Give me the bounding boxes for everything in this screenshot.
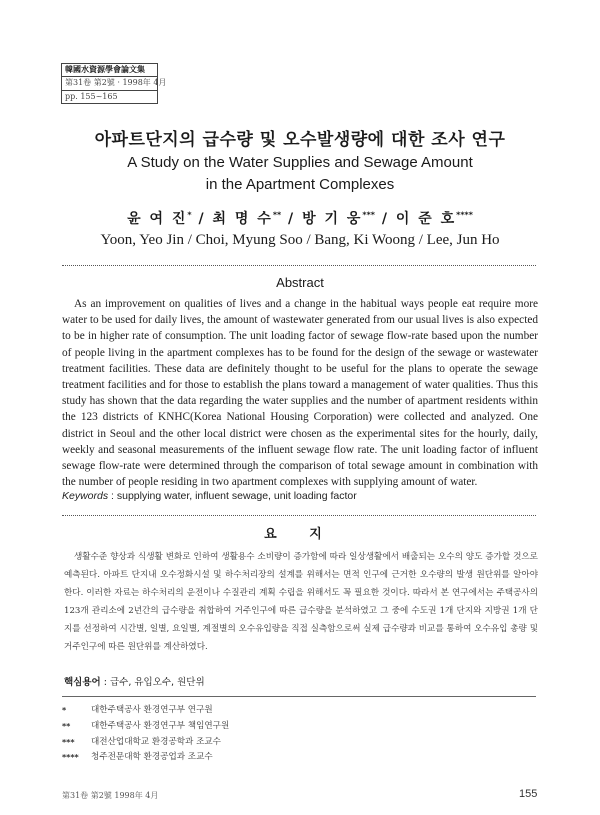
author-ko-4: 이 준 호 [395,211,457,227]
korean-keywords-label: 핵심용어 [64,677,101,688]
keywords-list: : supplying water, influent sewage, unit loading factor [108,490,357,502]
affiliation-item [62,750,536,766]
journal-pages: pp. 155~165 [65,91,118,101]
author-mark-4: **** [456,210,473,220]
author-separator: / [191,211,213,227]
affiliation-item [62,719,536,735]
divider-middle [62,515,536,516]
author-mark-2: ** [272,210,282,220]
title-english-line2: in the Apartment Complexes [205,176,395,193]
abstract-heading: Abstract [276,275,324,290]
author-mark-3: *** [362,210,375,220]
author-ko-2: 최 명 수 [212,211,273,227]
page-number: 155 [519,788,538,800]
journal-info-box [61,63,167,104]
affiliation-text: 대전산업대학교 환경공학과 조교수 [91,736,221,747]
journal-name: 韓國水資源學會論文集 [62,64,157,77]
affiliation-rule [62,696,536,697]
affiliation-text: 대한주택공사 환경연구부 연구원 [91,705,213,715]
footer-journal-issue: 第31卷 第2號 1998年 4月 [62,791,159,800]
korean-summary-heading: 요 지 [264,527,336,542]
author-ko-3: 방 기 웅 [302,211,363,227]
abstract-text: As an improvement on qualities of lives and a change in the habitual ways people eat require more water to be used for daily lives, the amount of wastewater generated from our usual lives is also expected to be in higher rate of consumption. The unit loading factor of sewage flow-rate based upon the number of people living in the apartment complexes has to be found for the design of the sewage or wastewater treatment facilities. These data are definitely thought to be useful for the plans to operate the sewage treatment facilities and for those to establish the plans toward a management of water qualities. Thus this study has shown that the data regarding the water supplies and the number of apartment residents within the 123 districts of KNHC(Korea National Housing Corporation) were collected and analyzed. One district in Seoul and the other local district were chosen as the experimental sites for the hourly, daily, weekly and seasonal measurements of the influent sewage flow rate. The unit loading factor of influent sewage flow-rate were determined through the comparison of total sewage amount in combination with the number of people residing in two apartment complexes with supplying amount of water. [62,298,538,489]
keywords-line [62,490,538,502]
authors-korean [0,208,600,228]
affiliation-mark: *** [62,737,75,747]
korean-summary-text: 생활수준 향상과 식생활 변화로 인하여 생활용수 소비량이 증가함에 따라 일상생활에서 배출되는 오수의 양도 증가할 것으로 예측된다. 아파트 단지내 오수정화시설 및 하수처리장의 설계를 위해서는 면적 인구에 근거한 오수량의 발생 원단위를 알아야 한다. 이러한 자료는 하수처리의 운전이나 수질관리 계획 수립을 위해서도 꼭 필요한 것이다. 따라서 본 연구에서는 주택공사의 123개 관리소에 2년간의 급수량을 취합하여 거주인구에 따른 급수량을 분석하였고 그 중에 수도권 1개 단지와 지방권 1개 단지를 선정하여 시간별, 일별, 요일별, 계절별의 오수유입량을 직접 실측함으로써 실제 급수량과 비교를 통하여 오수유입 총량 및 거주인구에 따른 원단위를 계산하였다. [64,552,538,652]
title-english-line1: A Study on the Water Supplies and Sewage Amount [127,154,473,171]
affiliation-item [62,735,536,751]
affiliation-mark: * [62,706,67,715]
korean-keywords-list: : 급수, 유입오수, 원단위 [100,677,205,688]
author-mark-1: * [187,210,192,220]
affiliation-mark: ** [62,721,71,731]
korean-keywords-line [64,674,538,688]
keywords-label: Keywords [62,490,109,502]
affiliation-text: 청주전문대학 환경공업과 조교수 [91,752,213,763]
title-korean: 아파트단지의 급수량 및 오수발생량에 대한 조사 연구 [94,130,506,150]
author-separator: / [374,211,396,227]
affiliation-text: 대한주택공사 환경연구부 책임연구원 [91,720,230,731]
divider-top [62,265,536,266]
author-ko-1: 윤 여 진 [127,211,188,227]
author-separator: / [281,211,303,227]
affiliations [62,703,536,766]
affiliation-item [62,703,536,719]
affiliation-mark: **** [62,753,79,763]
journal-volume: 第31卷 第2號 · 1998年 4月 [62,77,157,90]
title-english [0,152,600,196]
authors-english: Yoon, Yeo Jin / Choi, Myung Soo / Bang, Ki Woong / Lee, Jun Ho [100,232,500,248]
